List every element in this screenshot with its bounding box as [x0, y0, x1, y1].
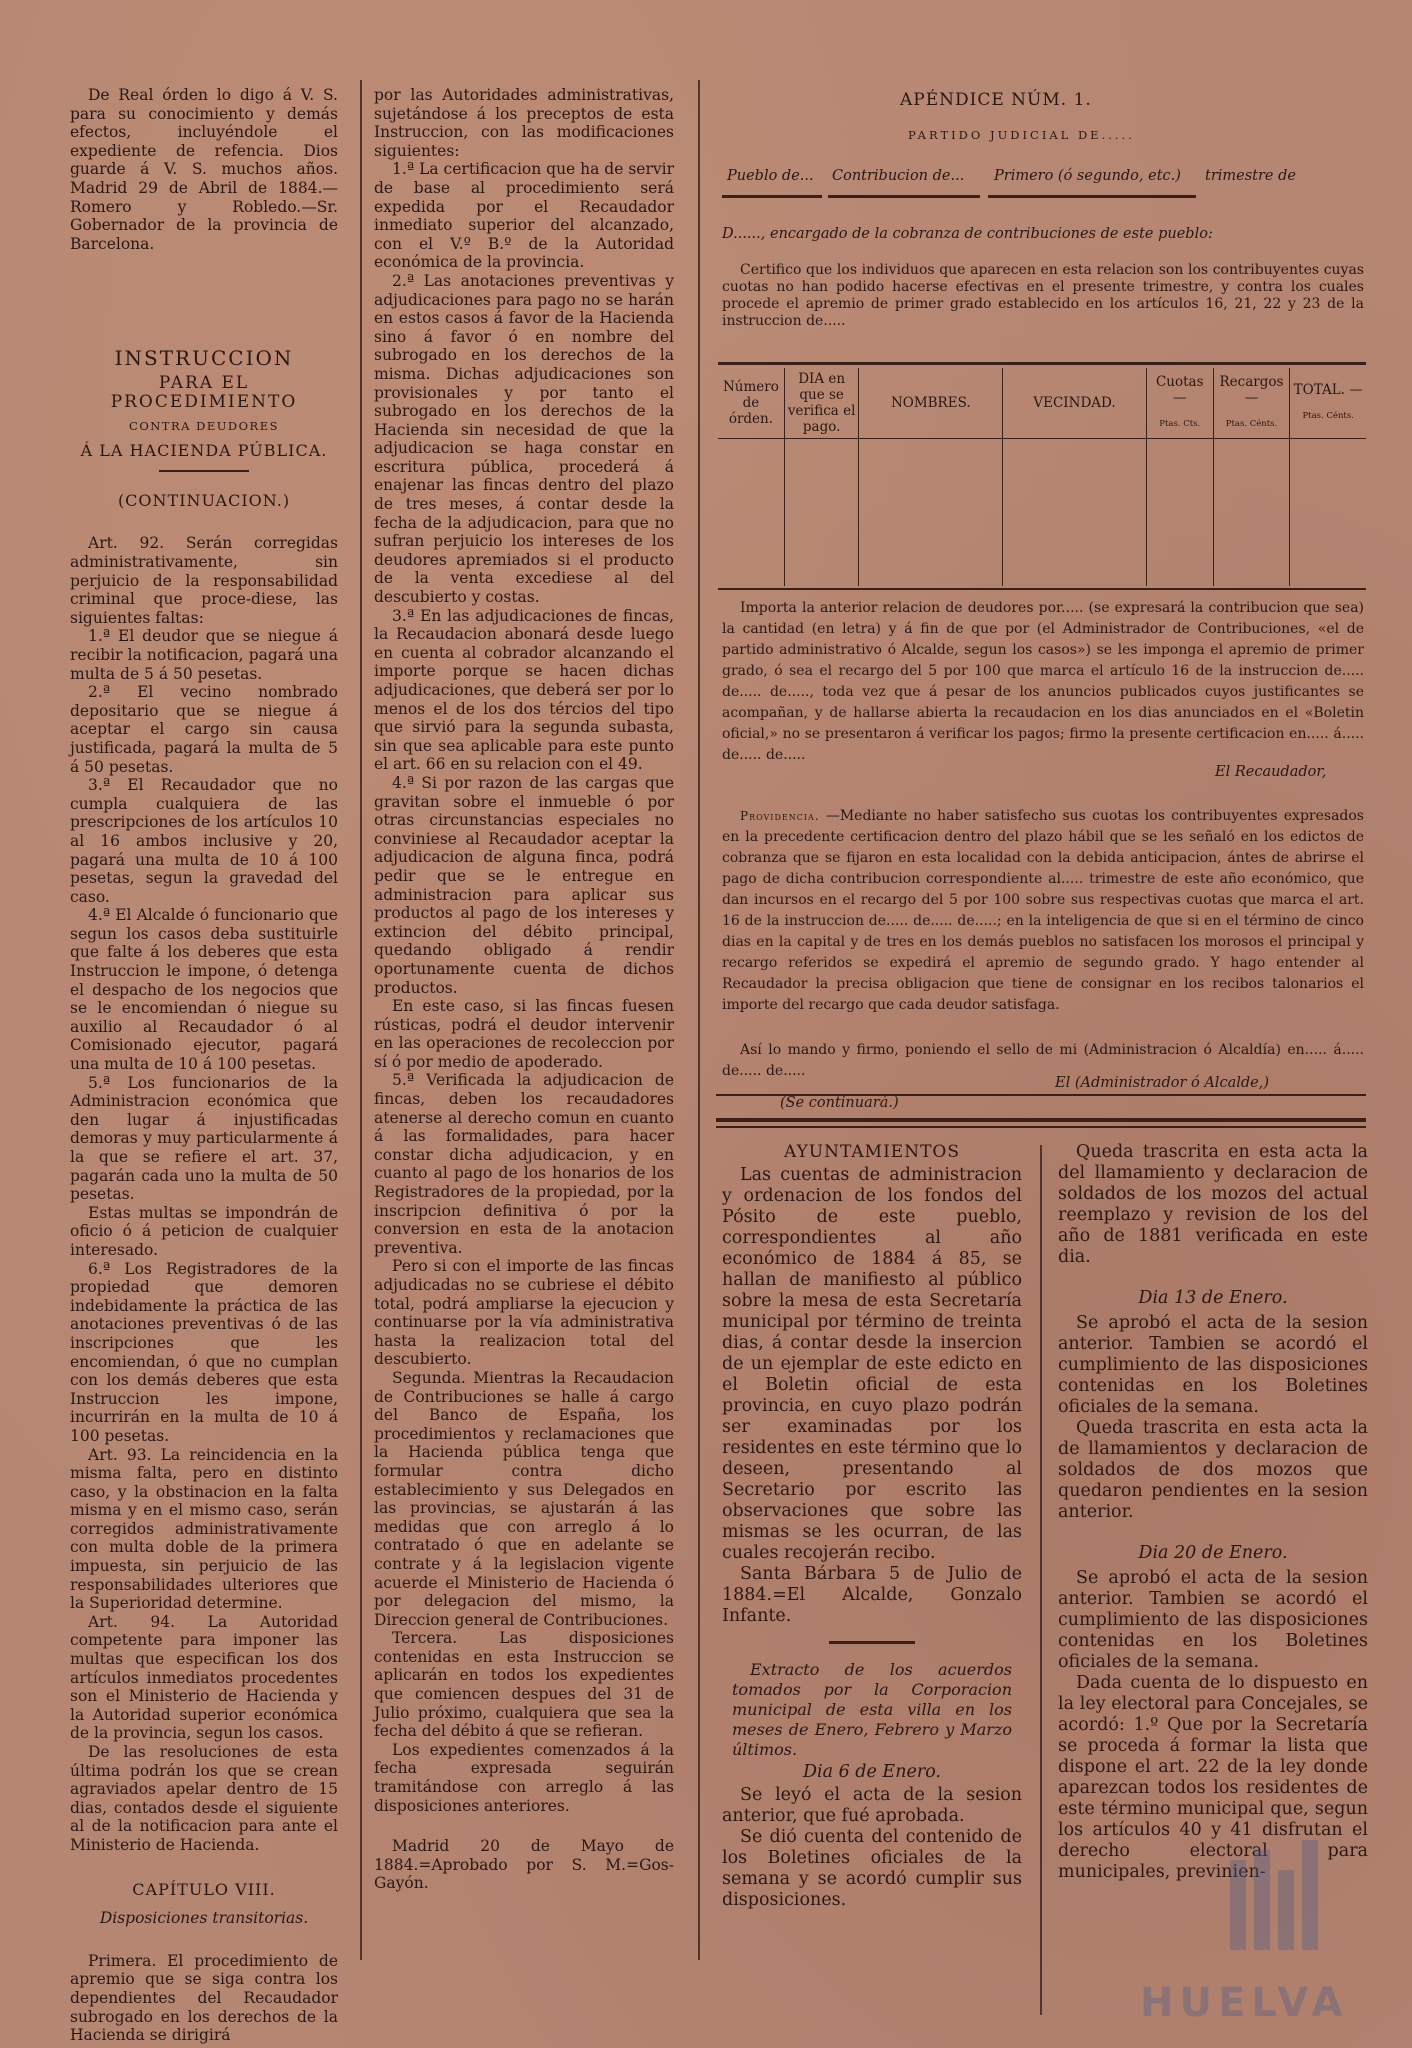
- intro-paragraph: De Real órden lo digo á V. S. para su conocimiento y demás efectos, incluyéndole el expediente de refencia. Dios guarde á V. S. muchos años. Madrid 29 de Abril de 1884.—Romero y Robledo.—Sr. Gobernador de la provincia de Barcelona.: [70, 86, 338, 253]
- ayuntamientos-column: [722, 1142, 1022, 1911]
- trimestre-order-field: Primero (ó segundo, etc.): [994, 168, 1181, 184]
- table-header: VECINDAD.: [1003, 368, 1147, 439]
- paragraph: En este caso, si las fincas fuesen rústicas, podrá el deudor intervenir en las operaciones de recoleccion por sí ó por medio de apoderado.: [374, 997, 674, 1071]
- table-header: Cuotas — Ptas. Cts.: [1146, 368, 1213, 439]
- table-header: NOMBRES.: [859, 368, 1003, 439]
- column-2: [374, 86, 674, 1893]
- column-5: [1058, 1142, 1368, 1883]
- paragraph: Art. 94. La Autoridad competente para imponer las multas que especifican los dos artículos inmediatos procedentes son el Ministerio de Hacienda y la Autoridad superior económica de la provincia, segun los casos.: [70, 1612, 338, 1743]
- deudores-title: CONTRA DEUDORES: [129, 419, 279, 434]
- watermark-emblem-icon: [1120, 1830, 1410, 1970]
- paragraph: 2.ª Las anotaciones preventivas y adjudicaciones para pago no se harán en estos casos á favor de la Hacienda sino á favor ó en nombre del subrogado en los derechos de la misma. Dichas adjudicaciones son provisionales y por tanto el subrogado en los derechos de la Hacienda sin necesidad de que la adjudicacion se haga constar en escritura pública, procederá á enajenar las fincas dentro del plazo de tres meses, á contar desde la fecha de la adjudicacion, para que no sufran perjuicio los intereses de los deudores apremiados si el producto de la venta excediese al del descubierto y costas.: [374, 271, 674, 607]
- deudores-table: [718, 368, 1366, 586]
- field-underline: [988, 195, 1196, 198]
- procedimiento-title: PARA EL PROCEDIMIENTO: [110, 372, 298, 412]
- paragraph: Queda trascrita en esta acta la del llamamiento y declaracion de soldados de los mozos del actual reemplazo y revision de los del año de 1881 verificada en este dia.: [1058, 1142, 1368, 1267]
- table-header: DIA en que se verifica el pago.: [784, 368, 859, 439]
- continuacion-label: (CONTINUACION.): [117, 490, 291, 510]
- paragraph: 4.ª El Alcalde ó funcionario que segun los casos deba sustituirle que falte á los deberes que esta Instruccion le impone, ó detenga el despacho de los negocios que se le encomiendan ó niegue su auxilio al Recaudador ó al Comisionado ejecutor, pagará una multa de 10 á 100 pesetas.: [70, 906, 338, 1074]
- paragraph: Queda trascrita en esta acta la de llamamientos y declaracion de soldados de dos mozos que quedaron pendientes en la sesion anterior.: [1058, 1418, 1368, 1522]
- paragraph: Tercera. Las disposiciones contenidas en esta Instruccion se aplicarán en todos los expedientes que comiencen despues del 31 de Julio próximo, cualquiera que sea la fecha del débito á que se refieran.: [374, 1629, 674, 1741]
- paragraph: Segunda. Mientras la Recaudacion de Contribuciones se halle á cargo del Banco de España, los procedimientos y reclamaciones que la Hacienda pública tenga que formular contra dicho establecimiento y sus Delegados en las provincias, se ajustarán á las medidas que con arreglo á lo contratado ó que en adelante se contrate y á la legislacion vigente acuerde el Ministerio de Hacienda ó por delegacion del mismo, la Direccion general de Contribuciones.: [374, 1368, 674, 1629]
- library-watermark: [1120, 1830, 1410, 2048]
- paragraph: Las cuentas de administracion y ordenacion de los fondos del Pósito de este pueblo, correspondientes al año económico de 1884 á 85, se hallan de manifiesto al público sobre la mesa de esta Secretaría municipal por término de treinta dias, á contar desde la insercion de un ejemplar de este edicto en el Boletin oficial de esta provincia, en cuyo plazo podrán ser examinadas por los residentes en este término que lo deseen, presentando al Secretario por escrito las observaciones que sobre las mismas se les ocurran, de las cuales recojerán recibo.: [722, 1165, 1022, 1563]
- paragraph: 3.ª En las adjudicaciones de fincas, la Recaudacion abonará desde luego en cuenta al cobrador alcanzando el importe porque se hacen dichas adjudicaciones, que deberá ser por lo menos el de los dos tércios del tipo que sirvió para la segunda subasta, sin que sea aplicable para este punto el art. 66 en su relacion con el 49.: [374, 606, 674, 774]
- paragraph: Art. 93. La reincidencia en la misma falta, pero en distinto caso, y la obstinacion en la falta misma y en el mismo caso, serán corregidos administrativamente con multa doble de la primera impuesta, sin perjuicio de las responsabilidades ulteriores que la Superioridad determine.: [70, 1445, 338, 1613]
- paragraph: 5.ª Verificada la adjudicacion de fincas, deben los recaudadores atenerse al derecho comun en cuanto á las formalidades, para hacer constar dicha adjudicacion, y en cuanto al pago de los honarios de los Registradores de la propiedad, por la inscripcion definitiva ó por la conversion en esta de la anotacion preventiva.: [374, 1071, 674, 1257]
- divider: [159, 470, 249, 472]
- column-rule: [1040, 1145, 1042, 2015]
- field-underline: [722, 195, 822, 198]
- providencia-text: —Mediante no haber satisfecho sus cuotas los contribuyentes expresados en la precedente certificacion dentro del plazo hábil que se les señaló en los edictos de cobranza que se fijaron en esta localidad con la debida anticipacion, ántes de abrirse el pago de dicha contribucion correspondiente al..... trimestre de este año económico, que dan incursos en el recargo del 5 por 100 sobre sus respectivas cuotas que marca el art. 16 de la instruccion de..... de..... de.....; en la inteligencia de que si en el término de cinco dias en la capital y de tres en los demás pueblos no satisfacen los morosos el principal y recargo referidos se expedirá el apremio de segundo grado. Y hago entender al Recaudador la precisa obligacion que tiene de consignar en los recibos talonarios el importe del recargo que cada deudor satisfaga.: [722, 808, 1364, 1013]
- chapter-heading: CAPÍTULO VIII.: [132, 1879, 276, 1899]
- paragraph: por las Autoridades administrativas, sujetándose á los preceptos de esta Instruccion, con las modificaciones siguientes:: [374, 86, 674, 160]
- partido-judicial: PARTIDO JUDICIAL DE.....: [908, 128, 1135, 142]
- table-top-rule: [718, 362, 1366, 365]
- extracto-heading: Extracto de los acuerdos tomados por la Corporacion municipal de esta villa en los meses de Enero, Febrero y Marzo últimos.: [732, 1660, 1012, 1759]
- paragraph: Se leyó el acta de la sesion anterior, que fué aprobada.: [722, 1785, 1022, 1826]
- paragraph: Se dió cuenta del contenido de los Boletines oficiales de la semana y se acordó cumplir sus disposiciones.: [722, 1827, 1022, 1910]
- paragraph: 3.ª El Recaudador que no cumpla cualquiera de las prescripciones de los artículos 10 al 16 ambos inclusive y 20, pagará una multa de 10 á 100 pesetas, segun la gravedad del caso.: [70, 776, 338, 906]
- certifico-paragraph: Certifico que los individuos que aparecen en esta relacion son los contribuyentes cuyas cuotas no han podido hacerse efectivas en el presente trimestre, y contra los cuales procede el apremio de primer grado establecido en los artículos 16, 21, 22 y 23 de la instruccion de.....: [722, 262, 1364, 329]
- paragraph: 1.ª El deudor que se niegue á recibir la notificacion, pagará una multa de 5 á 50 pesetas.: [70, 627, 338, 683]
- administrador-signature: El (Administrador ó Alcalde,): [1055, 1075, 1269, 1091]
- paragraph: Pero si con el importe de las fincas adjudicadas no se cubriese el débito total, podrá ampliarse la ejecucion y continuarse por la vía administrativa hasta la realizacion total del descubierto.: [374, 1257, 674, 1369]
- instruccion-title: INSTRUCCION: [114, 346, 294, 371]
- table-header: Número de órden.: [718, 368, 784, 439]
- date-heading: Dia 20 de Enero.: [1138, 1543, 1288, 1563]
- paragraph: Dada cuenta de lo dispuesto en la ley electoral para Concejales, se acordó: 1.º Que por la Secretaría se proceda á formar la lista que dispone el art. 22 de la ley donde aparezcan todos los residentes de este término municipal que, segun los artículos 40 y 41 disfrutan el derecho electoral para municipales, previnien-: [1058, 1673, 1368, 1882]
- paragraph: Santa Bárbara 5 de Julio de 1884.=El Alcalde, Gonzalo Infante.: [722, 1564, 1022, 1626]
- watermark-text: HUELVA: [1140, 1980, 1349, 2026]
- column-rule: [360, 80, 362, 1960]
- table-header: Recargos — Ptas. Cénts.: [1213, 368, 1290, 439]
- paragraph: De las resoluciones de esta última podrán los que se crean agraviados apelar dentro de 15 dias, contados desde el siguiente al de la notificacion para ante el Ministerio de Hacienda.: [70, 1743, 338, 1854]
- paragraph: 4.ª Si por razon de las cargas que gravitan sobre el inmueble ó por otras circunstancias especiales no conviniese al Recaudador aceptar la adjudicacion de alguna finca, podrá pedir que se le entregue en administracion para aplicar sus productos al pago de los intereses y extincion del débito principal, quedando obligado á rendir oportunamente cuenta de dichos productos.: [374, 773, 674, 997]
- signature-line: Madrid 20 de Mayo de 1884.=Aprobado por S. M.=Gos-Gayón.: [374, 1837, 674, 1893]
- paragraph: Art. 92. Serán corregidas administrativamente, sin perjuicio de la responsabilidad criminal que proce-diese, las siguientes faltas:: [70, 534, 338, 627]
- apendice-title: APÉNDICE NÚM. 1.: [900, 90, 1092, 110]
- hacienda-title: Á LA HACIENDA PÚBLICA.: [80, 440, 328, 460]
- mando-paragraph: Así lo mando y firmo, poniendo el sello de mi (Administracion ó Alcaldía) en..... á..... de..... de.....: [722, 1042, 1364, 1079]
- encargado-line: D......, encargado de la cobranza de contribuciones de este pueblo:: [722, 226, 1213, 242]
- column-1: [70, 86, 338, 2045]
- date-heading: Dia 6 de Enero.: [802, 1762, 941, 1782]
- table-header: TOTAL. — Ptas. Cénts.: [1290, 368, 1366, 439]
- paragraph: 5.ª Los funcionarios de la Administracion económica que den lugar á injustificadas demoras y muy particularmente á la que se refiere el art. 37, pagarán cada uno la multa de 50 pesetas.: [70, 1073, 338, 1204]
- continuara-label: (Se continuará.): [780, 1095, 899, 1111]
- paragraph: Se aprobó el acta de la sesion anterior. Tambien se acordó el cumplimiento de las disposiciones contenidas en los Boletines oficiales de la semana.: [1058, 1313, 1368, 1417]
- table-bottom-rule: [718, 588, 1366, 590]
- trimestre-field: trimestre de: [1205, 168, 1296, 184]
- section-rule: [716, 1118, 1366, 1122]
- paragraph: Primera. El procedimiento de apremio que se siga contra los dependientes del Recaudador subrogado en los derechos de la Hacienda se dirigirá: [70, 1951, 338, 2045]
- paragraph: Estas multas se impondrán de oficio ó á peticion de cualquier interesado.: [70, 1203, 338, 1259]
- date-heading: Dia 13 de Enero.: [1138, 1288, 1288, 1308]
- contribucion-field: Contribucion de...: [832, 168, 965, 184]
- table-row: [718, 439, 1366, 587]
- ayuntamientos-title: AYUNTAMIENTOS: [783, 1142, 961, 1162]
- providencia-paragraph: [722, 806, 1364, 1016]
- paragraph: Los expedientes comenzados á la fecha expresada seguirán tramitándose con arreglo á las disposiciones anteriores.: [374, 1740, 674, 1815]
- paragraph: 6.ª Los Registradores de la propiedad que demoren indebidamente la práctica de las anotaciones preventivas ó de las inscripciones que les encomiendan, ó que no cumplan con los demás deberes que esta Instruccion les impone, incurrirán en la multa de 10 á 100 pesetas.: [70, 1259, 338, 1445]
- disposiciones-heading: Disposiciones transitorias.: [99, 1909, 309, 1928]
- ornament-rule: [829, 1641, 915, 1644]
- paragraph: 1.ª La certificacion que ha de servir de base al procedimiento será expedida por el Recaudador inmediato superior del alcanzado, con el V.º B.º de la Autoridad económica de la provincia.: [374, 160, 674, 272]
- providencia-label: Providencia.: [740, 809, 820, 823]
- paragraph: Se aprobó el acta de la sesion anterior. Tambien se acordó el cumplimiento de las disposiciones contenidas en los Boletines oficiales de la semana.: [1058, 1568, 1368, 1672]
- field-underline: [828, 195, 980, 198]
- importa-paragraph: Importa la anterior relacion de deudores por..... (se expresará la contribucion que sea) la cantidad (en letra) y á fin de que por (el Administrador de Contribuciones, «el de partido administrativo ó Alcalde, segun los casos») se les imponga el apremio de primer grado, ó sea el recargo del 5 por 100 que marca el artículo 16 de la instruccion de..... de..... de....., toda vez que á pesar de los anuncios publicados cuyos justificantes se acompañan, y de hallarse abierta la recaudacion en los dias anunciados en el «Boletin oficial,» no se presentaron á verificar los pagos; firmo la presente certificacion en..... á..... de..... de.....: [722, 600, 1364, 763]
- section-rule: [716, 1126, 1366, 1128]
- recaudador-signature: El Recaudador,: [1215, 764, 1327, 780]
- column-rule: [698, 80, 700, 1960]
- paragraph: 2.ª El vecino nombrado depositario que se niegue á aceptar el cargo sin causa justificada, pagará la multa de 5 á 50 pesetas.: [70, 683, 338, 776]
- pueblo-field: Pueblo de...: [727, 168, 814, 184]
